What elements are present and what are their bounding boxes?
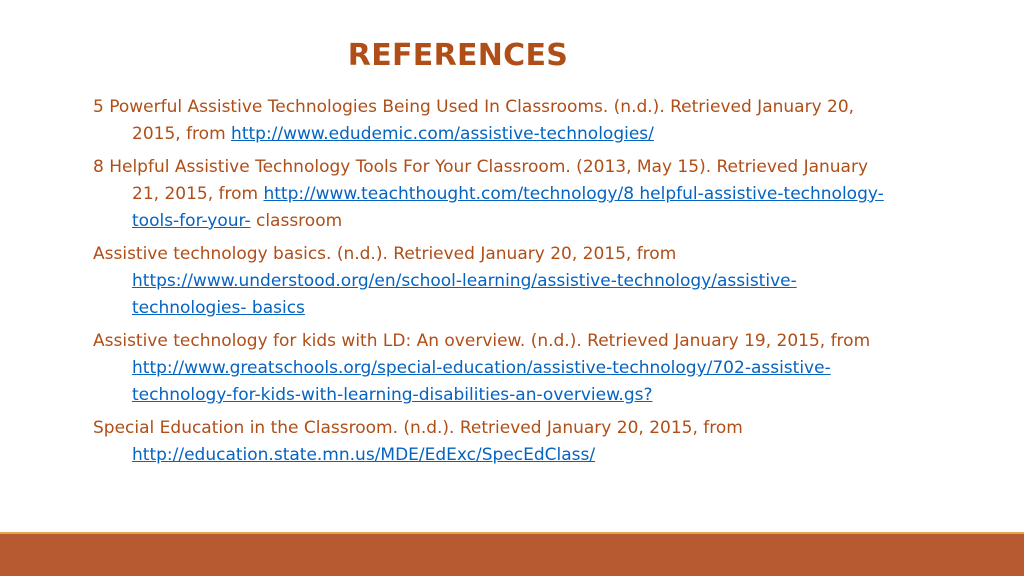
page-title: REFERENCES xyxy=(347,38,569,73)
reference-text: Assistive technology basics. (n.d.). Retrieved January 20, 2015, from xyxy=(93,244,677,264)
reference-tail: classroom xyxy=(250,211,343,231)
references-list xyxy=(93,94,893,475)
reference-item xyxy=(93,328,893,409)
reference-text: Assistive technology for kids with LD: An overview. (n.d.). Retrieved January 19, 2015, from xyxy=(93,331,871,351)
reference-link[interactable]: http://www.edudemic.com/assistive-technologies/ xyxy=(231,124,654,144)
reference-item xyxy=(93,415,893,469)
reference-link[interactable]: http://education.state.mn.us/MDE/EdExc/SpecEdClass/ xyxy=(132,445,596,465)
reference-text: 5 Powerful Assistive Technologies Being Used In Classrooms. (n.d.). Retrieved January 20, 2015, from xyxy=(93,97,855,144)
reference-text: Special Education in the Classroom. (n.d.). Retrieved January 20, 2015, from xyxy=(93,418,743,438)
reference-link[interactable]: https://www.understood.org/en/school-learning/assistive-technology/assistive-technologies- basics xyxy=(132,271,797,318)
reference-link[interactable]: http://www.teachthought.com/technology/8 helpful-assistive-technology-tools-for-your- xyxy=(132,184,884,231)
reference-link[interactable]: http://www.greatschools.org/special-education/assistive-technology/702-assistive-technology-for-kids-with-learning-disabilities-an-overview.gs? xyxy=(132,358,831,405)
reference-item xyxy=(93,241,893,322)
footer-bar xyxy=(0,534,1024,576)
reference-item xyxy=(93,94,893,148)
reference-item xyxy=(93,154,893,235)
reference-text: 8 Helpful Assistive Technology Tools For Your Classroom. (2013, May 15). Retrieved January 21, 2015, from xyxy=(93,157,869,204)
